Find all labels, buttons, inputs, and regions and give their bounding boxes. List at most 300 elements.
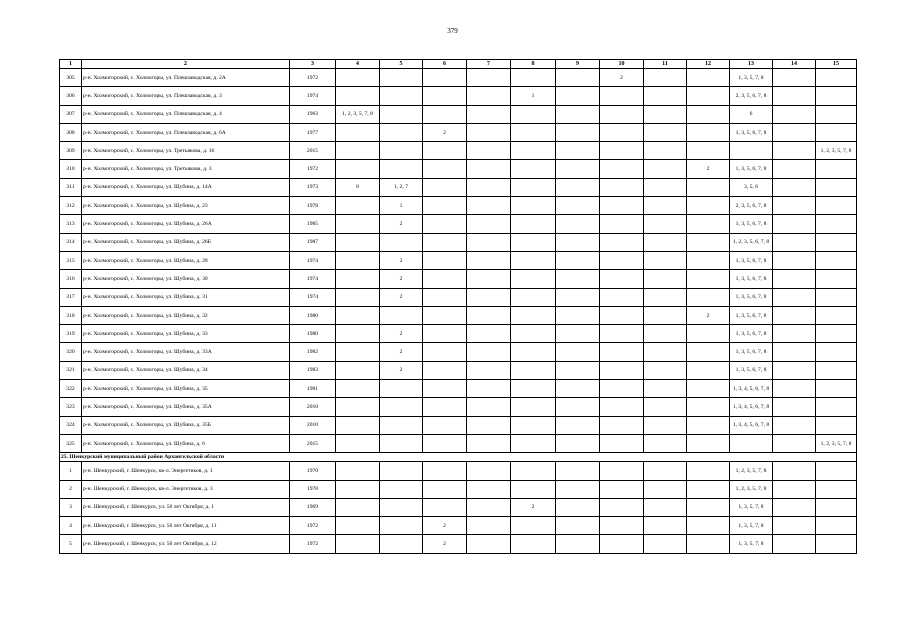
year-cell: 2010 <box>290 398 336 416</box>
table-row <box>60 87 857 105</box>
data-cell <box>467 517 511 535</box>
column-header: 10 <box>600 60 644 69</box>
data-cell: 2 <box>380 288 423 306</box>
data-cell <box>467 535 511 553</box>
data-cell <box>773 270 816 288</box>
row-number-cell: 4 <box>60 517 82 535</box>
data-cell <box>644 325 687 343</box>
table-row <box>60 178 857 196</box>
data-cell <box>556 123 600 141</box>
data-cell <box>423 87 467 105</box>
data-cell <box>816 517 857 535</box>
data-cell: 1 <box>511 87 556 105</box>
year-cell: 1983 <box>290 361 336 379</box>
data-cell <box>730 142 773 160</box>
year-cell: 1987 <box>290 233 336 251</box>
data-cell: 1, 3, 5, 6, 7, 8 <box>730 270 773 288</box>
data-cell: 1, 3, 4, 5, 6, 7, 8 <box>730 398 773 416</box>
data-cell <box>773 251 816 269</box>
data-cell <box>816 343 857 361</box>
data-cell <box>467 398 511 416</box>
data-cell <box>380 105 423 123</box>
data-cell <box>511 398 556 416</box>
data-cell <box>511 270 556 288</box>
data-cell: 1, 3, 5, 6, 7, 8 <box>730 306 773 324</box>
row-number-cell: 309 <box>60 142 82 160</box>
data-cell <box>644 270 687 288</box>
data-cell <box>511 416 556 434</box>
column-header: 5 <box>380 60 423 69</box>
data-cell <box>773 105 816 123</box>
data-cell <box>380 398 423 416</box>
data-cell <box>467 233 511 251</box>
data-cell <box>467 105 511 123</box>
data-cell <box>644 462 687 480</box>
data-cell <box>687 517 730 535</box>
data-cell <box>380 69 423 87</box>
table-row <box>60 142 857 160</box>
data-cell: 1, 2, 3, 5, 7, 8 <box>336 105 380 123</box>
data-cell <box>556 480 600 498</box>
data-cell <box>336 462 380 480</box>
data-cell <box>556 251 600 269</box>
data-cell <box>511 233 556 251</box>
column-header: 8 <box>511 60 556 69</box>
year-cell: 1974 <box>290 87 336 105</box>
data-cell <box>644 517 687 535</box>
data-cell <box>773 306 816 324</box>
data-cell <box>600 434 644 452</box>
data-cell <box>423 343 467 361</box>
address-cell: р-н. Холмогорский, с. Холмогоры, ул. Третьякова, д. 3 <box>82 160 290 178</box>
column-header: 3 <box>290 60 336 69</box>
table-row <box>60 123 857 141</box>
data-cell <box>511 535 556 553</box>
data-cell <box>467 380 511 398</box>
data-cell <box>773 178 816 196</box>
data-cell <box>336 306 380 324</box>
year-cell: 1977 <box>290 123 336 141</box>
data-cell <box>644 380 687 398</box>
data-cell <box>511 105 556 123</box>
data-cell: 2 <box>511 498 556 516</box>
section-row <box>60 453 857 462</box>
address-cell: р-н. Шенкурский, г. Шенкурск, ул. 50 лет Октября, д. 1 <box>82 498 290 516</box>
year-cell: 1980 <box>290 306 336 324</box>
row-number-cell: 321 <box>60 361 82 379</box>
data-cell <box>511 160 556 178</box>
data-cell <box>816 380 857 398</box>
data-cell: 1, 3, 5, 6, 7, 8 <box>730 160 773 178</box>
data-cell <box>423 69 467 87</box>
data-cell <box>423 480 467 498</box>
data-cell <box>423 105 467 123</box>
data-cell: 1, 3, 5, 6, 7, 8 <box>730 343 773 361</box>
year-cell: 1974 <box>290 270 336 288</box>
data-cell <box>687 87 730 105</box>
table-row <box>60 197 857 215</box>
data-cell <box>511 480 556 498</box>
data-cell <box>423 325 467 343</box>
data-cell <box>467 215 511 233</box>
data-cell <box>556 416 600 434</box>
data-cell <box>380 498 423 516</box>
address-cell: р-н. Холмогорский, с. Холмогоры, ул. Плешзаводская, д. 4 <box>82 105 290 123</box>
row-number-cell: 307 <box>60 105 82 123</box>
year-cell: 1974 <box>290 251 336 269</box>
data-cell <box>380 123 423 141</box>
data-cell <box>600 105 644 123</box>
data-cell <box>773 535 816 553</box>
data-cell <box>644 434 687 452</box>
row-number-cell: 316 <box>60 270 82 288</box>
data-cell <box>556 306 600 324</box>
row-number-cell: 314 <box>60 233 82 251</box>
data-cell <box>600 416 644 434</box>
row-number-cell: 311 <box>60 178 82 196</box>
data-cell <box>644 69 687 87</box>
data-cell <box>423 215 467 233</box>
data-cell <box>773 343 816 361</box>
table-body <box>60 69 857 554</box>
data-cell <box>687 233 730 251</box>
year-cell: 1982 <box>290 343 336 361</box>
table-row <box>60 535 857 553</box>
address-cell: р-н. Холмогорский, с. Холмогоры, ул. Шубина, д. 30 <box>82 270 290 288</box>
data-cell <box>600 325 644 343</box>
data-cell <box>600 535 644 553</box>
data-cell <box>773 69 816 87</box>
data-cell <box>644 498 687 516</box>
data-cell <box>423 178 467 196</box>
data-cell <box>816 480 857 498</box>
data-cell <box>644 233 687 251</box>
year-cell: 1973 <box>290 178 336 196</box>
year-cell: 1972 <box>290 69 336 87</box>
data-cell <box>467 306 511 324</box>
year-cell: 2015 <box>290 142 336 160</box>
data-cell <box>380 87 423 105</box>
data-cell <box>423 233 467 251</box>
data-cell: 1, 3, 5, 6, 7, 8 <box>730 288 773 306</box>
data-cell <box>816 462 857 480</box>
data-cell <box>556 69 600 87</box>
address-cell: р-н. Холмогорский, с. Холмогоры, ул. Шубина, д. 31 <box>82 288 290 306</box>
data-cell <box>773 197 816 215</box>
data-cell: 2 <box>380 251 423 269</box>
data-cell <box>816 288 857 306</box>
data-cell: 2 <box>380 343 423 361</box>
data-cell: 2 <box>423 123 467 141</box>
year-cell: 1969 <box>290 498 336 516</box>
data-cell <box>644 398 687 416</box>
address-cell: р-н. Холмогорский, с. Холмогоры, ул. Шубина, д. 35А <box>82 398 290 416</box>
data-cell <box>773 142 816 160</box>
address-cell: р-н. Холмогорский, с. Холмогоры, ул. Шубина, д. 33 <box>82 325 290 343</box>
data-cell <box>511 361 556 379</box>
column-header: 12 <box>687 60 730 69</box>
table-row <box>60 325 857 343</box>
data-cell <box>423 160 467 178</box>
data-cell <box>380 380 423 398</box>
data-cell <box>556 105 600 123</box>
data-cell: 1, 3, 5, 6, 7, 8 <box>730 215 773 233</box>
data-cell <box>600 462 644 480</box>
column-header: 2 <box>82 60 290 69</box>
table-row <box>60 233 857 251</box>
data-cell <box>600 251 644 269</box>
data-cell <box>687 343 730 361</box>
column-header: 9 <box>556 60 600 69</box>
data-cell: 2 <box>687 306 730 324</box>
data-cell <box>687 462 730 480</box>
data-cell <box>336 480 380 498</box>
year-cell: 1980 <box>290 325 336 343</box>
table-row <box>60 480 857 498</box>
data-cell <box>467 160 511 178</box>
data-cell <box>511 380 556 398</box>
data-cell <box>336 498 380 516</box>
row-number-cell: 312 <box>60 197 82 215</box>
data-cell <box>600 380 644 398</box>
data-cell: 1, 2, 3, 5, 7, 8 <box>816 434 857 452</box>
data-cell <box>773 380 816 398</box>
data-cell <box>600 306 644 324</box>
data-cell <box>773 398 816 416</box>
data-cell <box>336 87 380 105</box>
data-cell <box>773 123 816 141</box>
data-cell <box>816 160 857 178</box>
data-cell <box>467 69 511 87</box>
data-cell <box>336 197 380 215</box>
data-cell: 6 <box>730 105 773 123</box>
data-cell <box>511 434 556 452</box>
data-cell <box>773 434 816 452</box>
data-cell <box>336 361 380 379</box>
data-cell: 2 <box>423 517 467 535</box>
data-cell <box>816 270 857 288</box>
data-cell: 1, 3, 5, 7, 8 <box>730 498 773 516</box>
data-cell <box>336 288 380 306</box>
data-cell <box>687 416 730 434</box>
data-cell <box>644 416 687 434</box>
data-cell <box>773 288 816 306</box>
data-cell <box>336 233 380 251</box>
address-cell: р-н. Шенкурский, г. Шенкурск, кв-л. Энергетиков, д. 1 <box>82 462 290 480</box>
data-cell <box>600 87 644 105</box>
column-header: 4 <box>336 60 380 69</box>
data-cell <box>556 325 600 343</box>
data-cell <box>511 123 556 141</box>
data-cell <box>511 215 556 233</box>
data-cell <box>816 233 857 251</box>
data-cell <box>423 361 467 379</box>
data-cell <box>600 343 644 361</box>
address-cell: р-н. Холмогорский, с. Холмогоры, ул. Шубина, д. 26Б <box>82 233 290 251</box>
data-cell <box>556 288 600 306</box>
address-cell: р-н. Холмогорский, с. Холмогоры, ул. Шубина, д. 26А <box>82 215 290 233</box>
row-number-cell: 318 <box>60 306 82 324</box>
data-cell <box>644 361 687 379</box>
data-cell: 2, 3, 5, 6, 7, 8 <box>730 87 773 105</box>
data-cell <box>380 160 423 178</box>
data-cell <box>511 69 556 87</box>
data-cell <box>816 123 857 141</box>
table-row <box>60 251 857 269</box>
data-cell <box>600 288 644 306</box>
column-header: 7 <box>467 60 511 69</box>
address-cell: р-н. Холмогорский, с. Холмогоры, ул. Шубина, д. 34 <box>82 361 290 379</box>
data-cell <box>600 498 644 516</box>
data-cell <box>423 434 467 452</box>
data-cell <box>556 160 600 178</box>
data-cell <box>687 535 730 553</box>
data-cell <box>816 535 857 553</box>
data-cell <box>816 325 857 343</box>
data-cell <box>336 69 380 87</box>
data-cell <box>816 306 857 324</box>
data-cell <box>773 160 816 178</box>
address-cell: р-н. Холмогорский, с. Холмогоры, ул. Шубина, д. 28 <box>82 251 290 269</box>
data-cell <box>423 398 467 416</box>
address-cell: р-н. Холмогорский, с. Холмогоры, ул. Плешзаводская, д. 3 <box>82 87 290 105</box>
data-cell: 2, 3, 5, 6, 7, 8 <box>730 197 773 215</box>
data-cell <box>600 480 644 498</box>
row-number-cell: 324 <box>60 416 82 434</box>
address-cell: р-н. Холмогорский, с. Холмогоры, ул. Шубина, д. 33А <box>82 343 290 361</box>
data-cell: 1, 2, 3, 5, 7, 8 <box>816 142 857 160</box>
data-cell <box>423 498 467 516</box>
data-cell: 2 <box>380 325 423 343</box>
data-cell <box>644 142 687 160</box>
row-number-cell: 306 <box>60 87 82 105</box>
data-cell <box>773 325 816 343</box>
row-number-cell: 320 <box>60 343 82 361</box>
data-cell <box>773 498 816 516</box>
data-cell <box>467 325 511 343</box>
year-cell: 1978 <box>290 197 336 215</box>
table-row <box>60 517 857 535</box>
data-cell <box>687 380 730 398</box>
data-cell <box>336 416 380 434</box>
data-cell <box>816 498 857 516</box>
data-cell <box>730 434 773 452</box>
data-cell <box>423 142 467 160</box>
data-cell <box>687 288 730 306</box>
data-cell <box>687 434 730 452</box>
data-cell <box>511 306 556 324</box>
data-cell <box>816 105 857 123</box>
address-cell: р-н. Холмогорский, с. Холмогоры, ул. Шубина, д. 6 <box>82 434 290 452</box>
data-cell <box>600 123 644 141</box>
row-number-cell: 5 <box>60 535 82 553</box>
data-cell <box>816 251 857 269</box>
table-row <box>60 105 857 123</box>
data-cell <box>816 416 857 434</box>
row-number-cell: 315 <box>60 251 82 269</box>
data-cell <box>816 398 857 416</box>
data-cell <box>600 398 644 416</box>
data-cell <box>467 123 511 141</box>
data-cell <box>511 142 556 160</box>
data-cell <box>380 480 423 498</box>
data-cell <box>556 178 600 196</box>
data-cell <box>336 343 380 361</box>
data-cell <box>423 306 467 324</box>
data-cell <box>687 123 730 141</box>
data-cell <box>600 197 644 215</box>
data-cell <box>644 480 687 498</box>
table-row <box>60 270 857 288</box>
data-cell <box>380 233 423 251</box>
data-cell <box>467 480 511 498</box>
data-cell: 1, 2, 3, 5, 7, 8 <box>730 462 773 480</box>
data-cell <box>773 416 816 434</box>
data-cell <box>773 462 816 480</box>
data-cell <box>687 178 730 196</box>
data-cell: 1, 3, 5, 6, 7, 8 <box>730 361 773 379</box>
data-cell <box>556 270 600 288</box>
data-cell <box>467 142 511 160</box>
data-cell <box>687 480 730 498</box>
data-cell <box>687 197 730 215</box>
data-cell: 1 <box>380 197 423 215</box>
data-cell <box>687 251 730 269</box>
housing-table <box>59 59 857 554</box>
table-row <box>60 69 857 87</box>
year-cell: 1970 <box>290 462 336 480</box>
row-number-cell: 1 <box>60 462 82 480</box>
data-cell <box>423 380 467 398</box>
data-cell <box>467 498 511 516</box>
data-cell <box>556 197 600 215</box>
data-cell <box>687 325 730 343</box>
data-cell <box>644 105 687 123</box>
row-number-cell: 2 <box>60 480 82 498</box>
data-cell <box>467 434 511 452</box>
data-cell <box>336 215 380 233</box>
data-cell <box>556 142 600 160</box>
data-cell <box>816 178 857 196</box>
data-cell <box>511 251 556 269</box>
row-number-cell: 323 <box>60 398 82 416</box>
address-cell: р-н. Шенкурский, г. Шенкурск, ул. 50 лет Октября, д. 12 <box>82 535 290 553</box>
data-cell <box>380 535 423 553</box>
table-row <box>60 498 857 516</box>
data-cell <box>336 123 380 141</box>
table-row <box>60 343 857 361</box>
data-cell <box>380 462 423 480</box>
data-cell <box>773 87 816 105</box>
data-cell <box>511 517 556 535</box>
data-cell <box>336 325 380 343</box>
data-cell <box>644 535 687 553</box>
data-cell: 2 <box>380 215 423 233</box>
year-cell: 1981 <box>290 380 336 398</box>
data-cell: 2 <box>687 160 730 178</box>
data-cell: 8 <box>336 178 380 196</box>
data-cell <box>336 517 380 535</box>
address-cell: р-н. Холмогорский, с. Холмогоры, ул. Шубина, д. 35 <box>82 380 290 398</box>
column-header: 1 <box>60 60 82 69</box>
data-cell: 1, 2, 7 <box>380 178 423 196</box>
data-cell <box>556 343 600 361</box>
data-cell <box>600 160 644 178</box>
address-cell: р-н. Холмогорский, с. Холмогоры, ул. Третьякова, д. 16 <box>82 142 290 160</box>
year-cell: 1963 <box>290 105 336 123</box>
data-cell <box>687 69 730 87</box>
column-header: 14 <box>773 60 816 69</box>
